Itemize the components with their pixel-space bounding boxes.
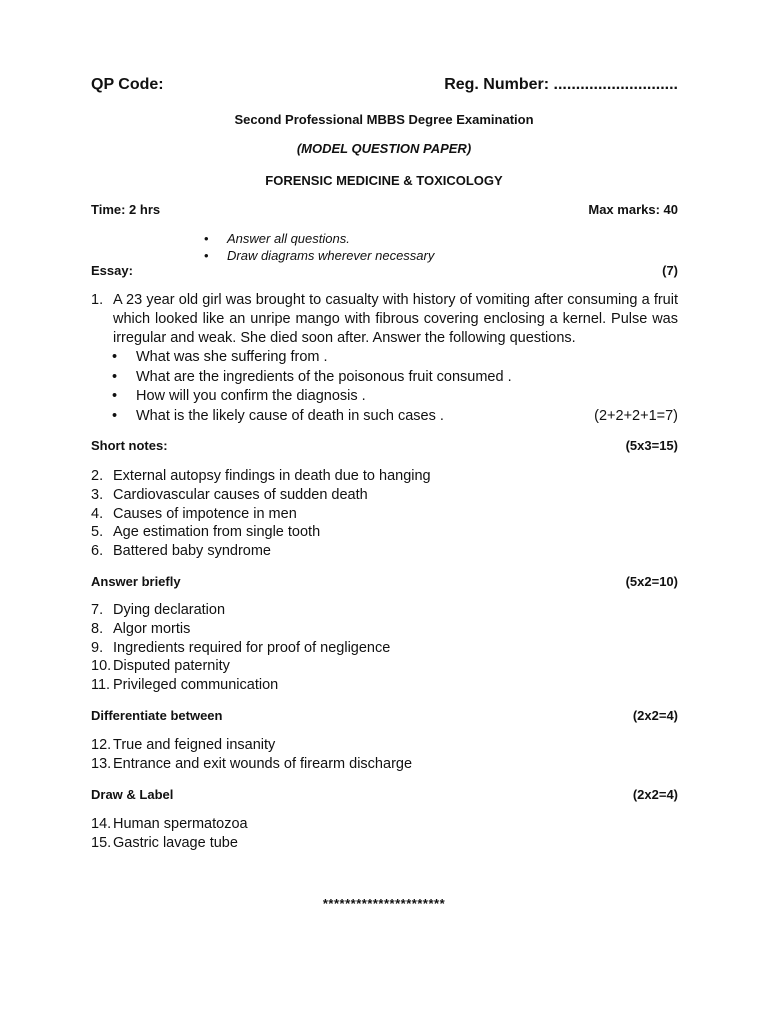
max-marks-label: Max marks: 40 xyxy=(588,202,678,217)
question-text: A 23 year old girl was brought to casualty with history of vomiting after consuming a fruit which looked like an unripe mango with fibrous covering enclosing a kernel. Pulse was irregular and weak. She died soon after. Answer the following questions. xyxy=(113,292,678,346)
essay-subquestions xyxy=(112,348,678,426)
question-text: Battered baby syndrome xyxy=(113,543,271,560)
question-item xyxy=(91,523,678,542)
question-item xyxy=(91,676,678,695)
qp-code-label: QP Code: xyxy=(91,76,164,93)
question-text: Disputed paternity xyxy=(113,658,230,675)
question-item xyxy=(91,620,678,639)
question-number: 8. xyxy=(91,620,104,637)
question-text: Gastric lavage tube xyxy=(113,834,238,851)
question-text: Entrance and exit wounds of firearm discharge xyxy=(113,755,413,772)
section-marks: (5x2=10) xyxy=(625,574,678,589)
question-item xyxy=(91,542,678,561)
question-text: Human spermatozoa xyxy=(113,816,248,832)
short-notes-list xyxy=(91,467,678,561)
question-text: Privileged communication xyxy=(113,677,279,694)
question-text: Ingredients required for proof of negligence xyxy=(113,639,391,656)
subquestion-item: • How will you confirm the diagnosis . xyxy=(112,387,678,407)
question-number: 2. xyxy=(91,468,104,484)
section-marks: (2x2=4) xyxy=(632,787,678,802)
section-header-essay xyxy=(91,263,678,278)
subject-title: FORENSIC MEDICINE & TOXICOLOGY xyxy=(265,173,503,188)
section-marks: (5x3=15) xyxy=(625,438,678,453)
question-number: 6. xyxy=(91,543,104,560)
section-header-short-notes xyxy=(91,438,678,453)
section-title: Differentiate between xyxy=(91,708,223,723)
subquestion-text: What is the likely cause of death in such cases . xyxy=(136,407,444,424)
subquestion-item: • What is the likely cause of death in such cases . (2+2+2+1=7) xyxy=(112,407,678,427)
question-number: 14. xyxy=(91,816,112,832)
question-item xyxy=(91,486,678,505)
question-item xyxy=(91,834,678,853)
question-item xyxy=(91,601,678,620)
question-number: 15. xyxy=(91,834,112,851)
subquestion-item: • What are the ingredients of the poisonous fruit consumed . xyxy=(112,368,678,388)
section-header-differentiate xyxy=(91,708,678,723)
section-title: Short notes: xyxy=(91,438,168,453)
question-text: True and feigned insanity xyxy=(113,737,276,753)
question-number: 1. xyxy=(91,292,104,308)
question-text: External autopsy findings in death due to hanging xyxy=(113,468,431,484)
question-text: Age estimation from single tooth xyxy=(113,524,321,541)
exam-title: Second Professional MBBS Degree Examination xyxy=(234,112,534,127)
question-item xyxy=(91,755,678,774)
question-item xyxy=(91,291,678,347)
question-item xyxy=(91,736,678,755)
paper-type: (MODEL QUESTION PAPER) xyxy=(296,141,472,156)
subquestion-text: What are the ingredients of the poisonous fruit consumed . xyxy=(136,368,512,385)
section-marks: (7) xyxy=(662,263,678,278)
section-title: Answer briefly xyxy=(91,574,181,589)
question-number: 12. xyxy=(91,737,112,753)
subquestion-text: What was she suffering from . xyxy=(136,349,328,365)
answer-briefly-list xyxy=(91,601,678,695)
section-marks: (2x2=4) xyxy=(632,708,678,723)
question-text: Causes of impotence in men xyxy=(113,505,297,522)
draw-label-list xyxy=(91,815,678,853)
question-number: 10. xyxy=(91,658,112,675)
question-item xyxy=(91,639,678,658)
question-item xyxy=(91,467,678,486)
question-number: 9. xyxy=(91,639,104,656)
reg-number-label: Reg. Number: ............................ xyxy=(444,76,678,93)
question-text: Cardiovascular causes of sudden death xyxy=(113,486,368,503)
question-number: 3. xyxy=(91,486,104,503)
section-header-answer-briefly xyxy=(91,574,678,589)
question-text: Dying declaration xyxy=(113,602,226,618)
question-item xyxy=(91,657,678,676)
time-marks-row xyxy=(91,202,678,217)
subquestion-marks: (2+2+2+1=7) xyxy=(594,407,678,424)
section-title: Draw & Label xyxy=(91,787,174,802)
instruction-item: • Answer all questions. xyxy=(204,230,434,247)
instruction-item: • Draw diagrams wherever necessary xyxy=(204,247,434,264)
question-number: 4. xyxy=(91,505,104,522)
essay-question-list xyxy=(91,291,678,347)
question-number: 5. xyxy=(91,524,104,541)
subquestion-text: How will you confirm the diagnosis . xyxy=(136,388,366,404)
question-item xyxy=(91,815,678,834)
time-label: Time: 2 hrs xyxy=(91,202,161,217)
question-text: Algor mortis xyxy=(113,620,191,637)
question-number: 11. xyxy=(91,677,111,694)
question-item xyxy=(91,505,678,524)
end-of-paper-stars: ********************** xyxy=(322,896,446,911)
instructions-list xyxy=(204,230,434,264)
question-number: 13. xyxy=(91,755,112,772)
subquestion-item: • What was she suffering from . xyxy=(112,348,678,368)
section-header-draw-label xyxy=(91,787,678,802)
differentiate-list xyxy=(91,736,678,774)
header-row xyxy=(91,76,678,94)
section-title: Essay: xyxy=(91,263,133,278)
question-number: 7. xyxy=(91,602,104,618)
